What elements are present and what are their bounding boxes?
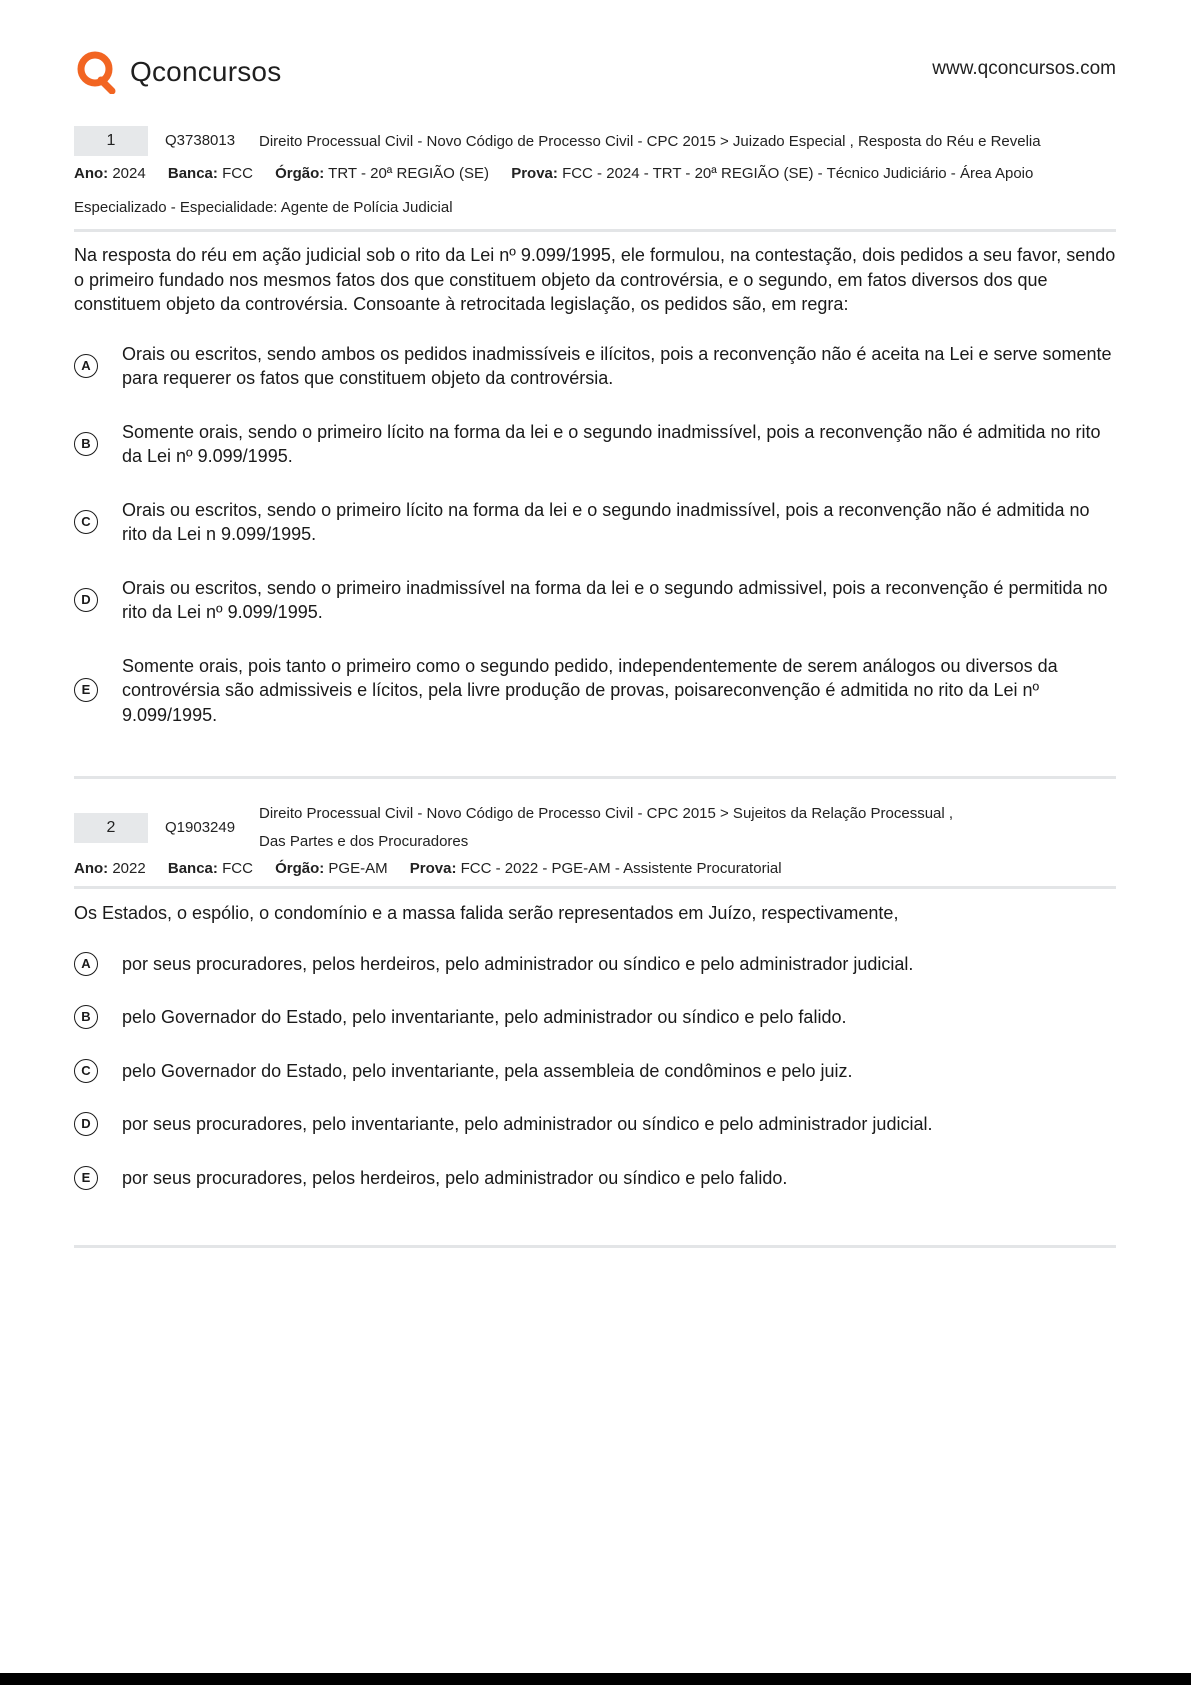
site-url[interactable]: www.qconcursos.com xyxy=(932,58,1116,79)
option-text: pelo Governador do Estado, pelo inventariante, pelo administrador ou síndico e pelo falido. xyxy=(122,1007,847,1027)
option-text: pelo Governador do Estado, pelo inventariante, pela assembleia de condôminos e pelo juiz. xyxy=(122,1060,853,1081)
orgao-value: PGE-AM xyxy=(328,860,388,877)
question-1 xyxy=(74,126,1116,727)
option-text: por seus procuradores, pelo inventariante, pelo administrador ou síndico e pelo administrador judicial. xyxy=(122,1114,933,1134)
prova-label: Prova: xyxy=(511,165,558,182)
page-bottom-edge xyxy=(0,1673,1191,1685)
question-header xyxy=(74,126,1116,158)
question-id[interactable]: Q3738013 xyxy=(165,132,236,149)
prova-value: FCC - 2022 - PGE-AM - Assistente Procuratorial xyxy=(460,860,782,877)
banca-value: FCC xyxy=(222,165,253,182)
banca-value: FCC xyxy=(222,860,253,877)
qconcursos-logo-icon xyxy=(74,50,118,94)
option-c[interactable] xyxy=(74,1059,1116,1084)
option-text: Somente orais, sendo o primeiro lícito na forma da lei e o segundo inadmissível, pois a reconvenção não é admitida no rito da Lei nº 9.099/1995. xyxy=(122,421,1101,466)
option-e[interactable] xyxy=(74,654,1116,728)
option-e-letter-icon[interactable]: E xyxy=(74,678,98,702)
question-meta xyxy=(74,157,1116,191)
page-header xyxy=(74,46,1116,96)
brand-name: Qconcursos xyxy=(130,56,282,87)
option-a[interactable] xyxy=(74,342,1116,391)
divider xyxy=(74,229,1116,232)
question-stem: Na resposta do réu em ação judicial sob o rito da Lei nº 9.099/1995, ele formulou, na contestação, dois pedidos a seu favor, sendo o primeiro fundado nos mesmos fatos dos que constituem objeto da controvérsia, e o segundo, em fatos diversos dos que constituem objeto da controvérsia. Consoante à retrocitada legislação, os pedidos são, em regra: xyxy=(74,245,1116,314)
divider xyxy=(74,886,1116,889)
prova-continuation: Especializado - Especialidade: Agente de Polícia Judicial xyxy=(74,199,453,216)
question-topic[interactable]: Direito Processual Civil - Novo Código de Processo Civil - CPC 2015 > Juizado Especial , Resposta do Réu e Revelia xyxy=(259,133,1041,150)
question-stem: Os Estados, o espólio, o condomínio e a massa falida serão representados em Juízo, respectivamente, xyxy=(74,903,899,923)
prova-value: FCC - 2024 - TRT - 20ª REGIÃO (SE) - Técnico Judiciário - Área Apoio xyxy=(562,165,1034,182)
banca-label: Banca: xyxy=(167,165,218,182)
orgao-label: Órgão: xyxy=(275,165,325,182)
ano-value: 2024 xyxy=(112,165,146,182)
orgao-value: TRT - 20ª REGIÃO (SE) xyxy=(328,165,490,182)
question-topic[interactable] xyxy=(259,800,953,856)
question-number: 1 xyxy=(74,126,148,156)
option-text: por seus procuradores, pelos herdeiros, pelo administrador ou síndico e pelo falido. xyxy=(122,1167,788,1188)
option-d-letter-icon[interactable]: D xyxy=(74,1112,98,1136)
prova-label: Prova: xyxy=(409,860,457,877)
option-a[interactable] xyxy=(74,952,1116,977)
option-d[interactable] xyxy=(74,576,1116,625)
option-a-letter-icon[interactable]: A xyxy=(74,952,98,976)
question-separator xyxy=(74,1245,1116,1248)
banca-label: Banca: xyxy=(167,860,218,877)
option-c-letter-icon[interactable]: C xyxy=(74,1059,98,1083)
option-e[interactable] xyxy=(74,1166,1116,1191)
topic-line-2: Das Partes e dos Procuradores xyxy=(259,833,469,850)
question-id[interactable]: Q1903249 xyxy=(165,819,236,836)
question-separator xyxy=(74,776,1116,779)
option-b[interactable] xyxy=(74,1005,1116,1030)
option-text: Orais ou escritos, sendo ambos os pedidos inadmissíveis e ilícitos, pois a reconvenção não é aceita na Lei e serve somente para requerer os fatos que constituem objeto da controvérsia. xyxy=(122,343,1112,388)
option-b-letter-icon[interactable]: B xyxy=(74,1005,98,1029)
option-text: Orais ou escritos, sendo o primeiro lícito na forma da lei e o segundo inadmissível, pois a reconvenção não é admitida no rito da Lei n 9.099/1995. xyxy=(122,499,1090,544)
ano-label: Ano: xyxy=(74,165,109,182)
option-d[interactable] xyxy=(74,1112,1116,1137)
option-b-letter-icon[interactable]: B xyxy=(74,432,98,456)
topic-line-1: Direito Processual Civil - Novo Código de Processo Civil - CPC 2015 > Sujeitos da Relação Processual , xyxy=(259,805,954,822)
option-text: Somente orais, pois tanto o primeiro como o segundo pedido, independentemente de serem análogos ou diversos da controvérsia são admissiveis e lícitos, pela livre produção de provas, poisareconvenção é admitida no rito da Lei nº 9.099/1995. xyxy=(122,655,1058,725)
question-number: 2 xyxy=(74,813,148,843)
option-a-letter-icon[interactable]: A xyxy=(74,354,98,378)
brand-logo[interactable] xyxy=(74,50,281,94)
option-d-letter-icon[interactable]: D xyxy=(74,588,98,612)
orgao-label: Órgão: xyxy=(275,860,325,877)
option-c[interactable] xyxy=(74,498,1116,547)
option-text: Orais ou escritos, sendo o primeiro inadmissível na forma da lei e o segundo admissivel, pois a reconvenção é permitida no rito da Lei nº 9.099/1995. xyxy=(122,577,1108,622)
option-text: por seus procuradores, pelos herdeiros, pelo administrador ou síndico e pelo administrador judicial. xyxy=(122,953,914,974)
option-b[interactable] xyxy=(74,420,1116,469)
option-e-letter-icon[interactable]: E xyxy=(74,1166,98,1190)
question-header xyxy=(74,800,1116,856)
question-2 xyxy=(74,800,1116,1190)
option-c-letter-icon[interactable]: C xyxy=(74,510,98,534)
ano-label: Ano: xyxy=(74,860,109,877)
question-meta xyxy=(74,852,1116,886)
ano-value: 2022 xyxy=(112,860,146,877)
